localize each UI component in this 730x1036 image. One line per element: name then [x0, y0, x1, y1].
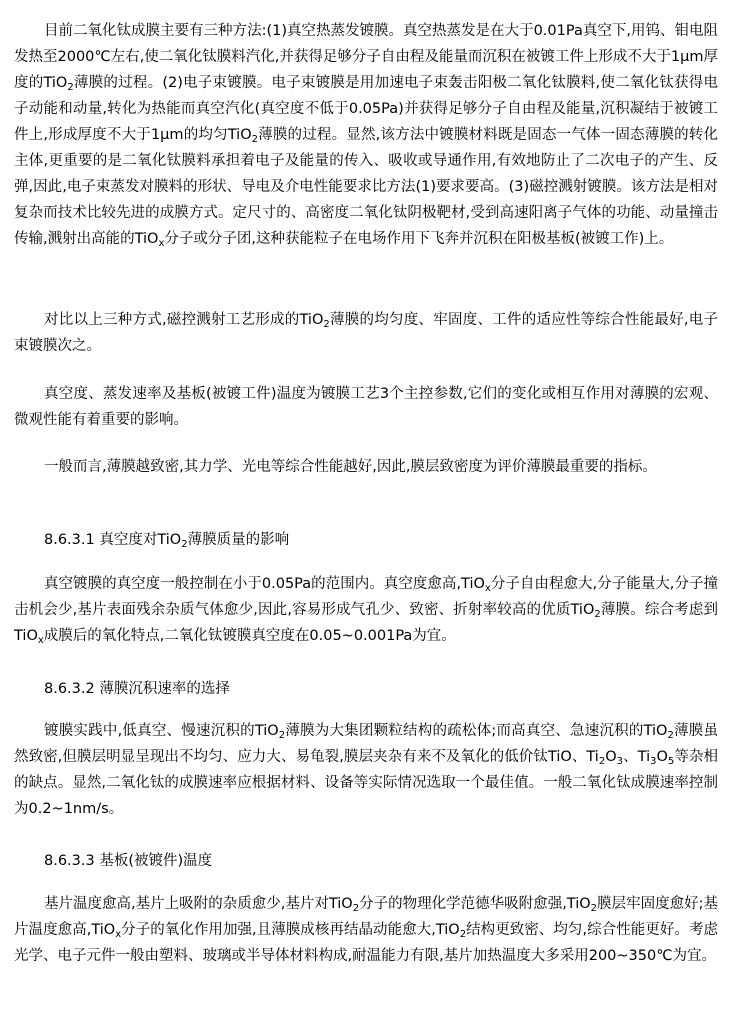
subscript: x: [484, 583, 491, 594]
text-run: 膜层牢固度愈好;基片温度愈高,TiO: [14, 896, 718, 938]
text-run: 分子或分子团,这种获能粒子在电场作用下飞奔并沉积在阳极基板(被镀工作)上。: [164, 231, 674, 247]
subscript: 2: [667, 730, 674, 741]
subscript: 2: [67, 82, 74, 93]
paragraph-comparison: [14, 307, 718, 359]
text-run: 真空镀膜的真空度一般控制在小于0.05Pa的范围内。真空度愈高,TiO: [44, 576, 485, 592]
text-run: 结构更致密、均匀,综合性能更好。考虑光学、电子元件一般由塑料、玻璃或半导体材料构成,耐温能力有限,基片加热温度大多采用200~350℃为宜。: [14, 922, 718, 964]
subscript: x: [37, 635, 44, 646]
subscript: 3: [650, 756, 657, 767]
text-run: 成膜后的氧化特点,二氧化钛镀膜真空度在0.05~0.001Pa为宜。: [43, 628, 456, 644]
paragraph-substrate-temperature: [14, 891, 718, 969]
text-run: 、Ti: [623, 749, 651, 765]
subscript: 2: [459, 929, 467, 940]
section-heading-deposition-rate: 8.6.3.2 薄膜沉积速率的选择: [44, 681, 230, 697]
text-run: 分子自由程愈大,分子能量大,分子撞击机会少,基片表面残余杂质气体愈少,因此,容易形成气孔少、致密、折射率较高的优质TiO: [14, 576, 718, 618]
text-run: O: [656, 749, 668, 765]
text-run: 目前二氧化钛成膜主要有三种方法:(1)真空热蒸发镀膜。真空热蒸发是在大于0.01Pa真空下,用钨、钼电阻发热至2000℃左右,使二氧化钛膜料汽化,并获得足够分子自由程及能量而沉积在被镀工件上形成不大于1μm厚度的TiO: [14, 23, 718, 91]
paragraph-deposition-rate: [14, 718, 718, 822]
section-heading-substrate-temperature: 8.6.3.3 基板(被镀件)温度: [44, 853, 213, 869]
paragraph-process-parameters: 真空度、蒸发速率及基板(被镀工件)温度为镀膜工艺3个主控参数,它们的变化或相互作用对薄膜的宏观、微观性能有着重要的影响。: [14, 386, 718, 428]
text-run: O: [605, 749, 617, 765]
text-run: 等杂相的缺点。显然,二氧化钛的成膜速率应根据材料、设备等实际情况选取一个最佳值。一般二氧化钛成膜速率控制为0.2~1nm/s。: [14, 749, 718, 817]
text-run: 分子的氧化作用加强,且薄膜成核再结晶动能愈大,TiO: [121, 922, 460, 938]
text-run: 薄膜的过程。显然,该方法中镀膜材料既是固态一气体一固态薄膜的转化主体,更重要的是二氧化钛膜料承担着电子及能量的传入、吸收或导通作用,有效地防止了二次电子的产生、反弹,因此,电子束蒸发对膜料的形状、导电及介电性能要求比方法(1)要求要高。(3)磁控溅射镀膜。该方法是相对复杂而技术比较先进的成膜方式。定尺寸的、高密度二氧化钛阴极靶材,受到高速阳离子气体的功能、动量撞击传输,溅射出高能的TiO: [14, 127, 718, 247]
subscript: x: [115, 929, 122, 940]
subscript: 2: [598, 756, 606, 767]
subscript: 3: [616, 756, 624, 767]
text-run: 基片温度愈高,基片上吸附的杂质愈少,基片对TiO: [44, 896, 353, 912]
subscript: 2: [278, 730, 286, 741]
text-run: 薄膜。综合考虑到TiO: [14, 602, 718, 644]
text-run: 8.6.3.1 真空度对TiO: [44, 532, 182, 548]
subscript: 2: [323, 319, 330, 330]
paragraph-density-index: 一般而言,薄膜越致密,其力学、光电等综合性能越好,因此,膜层致密度为评价薄膜最重要的指标。: [44, 459, 657, 475]
subscript: 2: [181, 539, 188, 550]
text-run: 镀膜实践中,低真空、慢速沉积的TiO: [44, 723, 279, 739]
text-run: 薄膜质量的影响: [187, 532, 290, 548]
text-run: 薄膜的过程。(2)电子束镀膜。电子束镀膜是用加速电子束轰击阳极二氧化钛膜料,使二氧化钛获得电子动能和动量,转化为热能而真空汽化(真空度不低于0.05Pa)并获得足够分子自由程及能量,沉积凝结于被镀工件上,形成厚度不大于1μm的均匀TiO: [14, 75, 718, 143]
subscript: 2: [590, 903, 598, 914]
subscript: 5: [667, 756, 675, 767]
subscript: x: [158, 238, 165, 249]
subscript: 2: [352, 903, 360, 914]
text-run: 薄膜为大集团颗粒结构的疏松体;而高真空、急速沉积的TiO: [285, 723, 668, 739]
subscript: 2: [251, 134, 258, 145]
section-heading-vacuum: [44, 527, 289, 553]
text-run: 薄膜的均匀度、牢固度、工件的适应性等综合性能最好,电子束镀膜次之。: [14, 312, 719, 354]
text-run: 对比以上三种方式,磁控溅射工艺形成的TiO: [44, 312, 324, 328]
subscript: 2: [594, 609, 601, 620]
text-run: 薄膜虽然致密,但膜层明显呈现出不均匀、应力大、易龟裂,膜层夹杂有来不及氧化的低价钛TiO、Ti: [14, 723, 718, 765]
paragraph-vacuum: [14, 571, 718, 649]
text-run: 分子的物理化学范德华吸附愈强,TiO: [359, 896, 591, 912]
paragraph-film-methods: [14, 18, 718, 252]
